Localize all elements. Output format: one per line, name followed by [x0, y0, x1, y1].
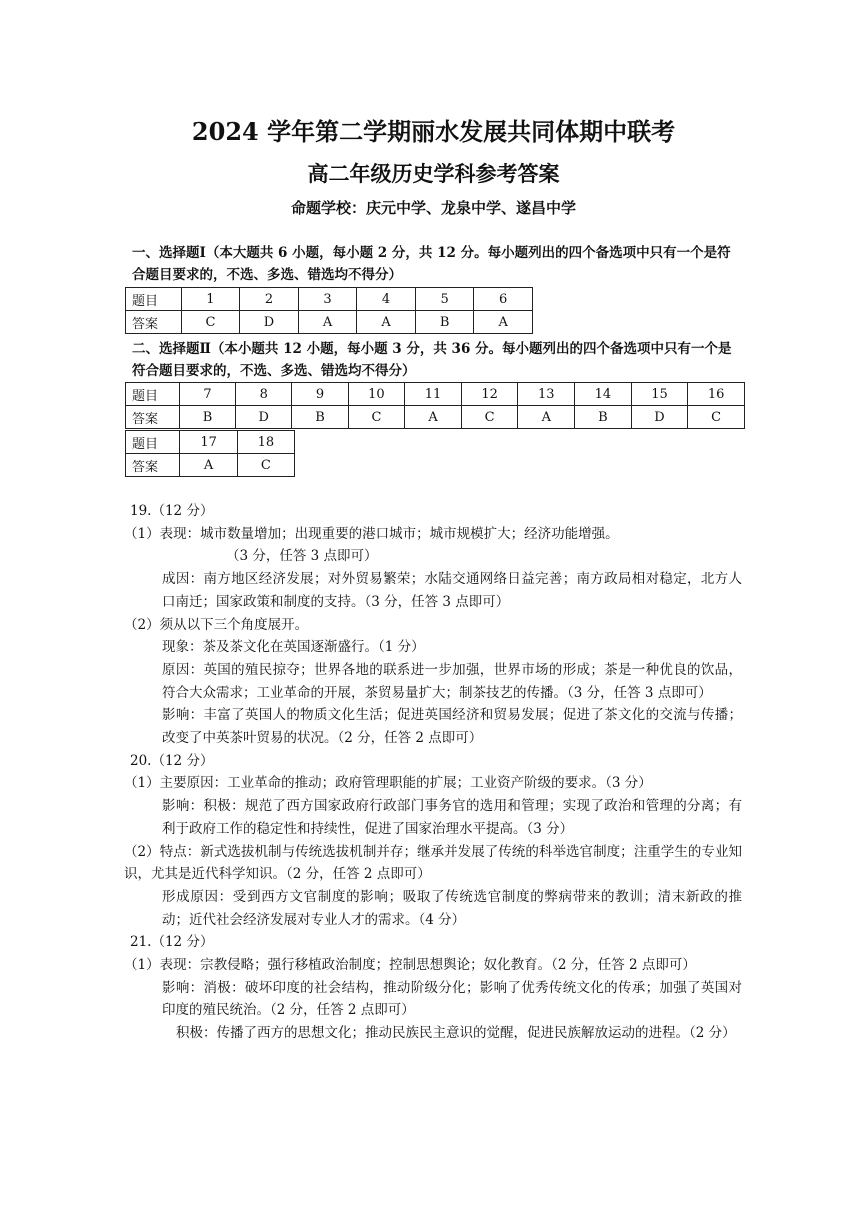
table-row-answers: [126, 406, 745, 429]
table-cell: 1: [181, 288, 240, 311]
table-cell: 10: [348, 383, 405, 406]
table-cell: 16: [688, 383, 745, 406]
row-label-question: 题目: [126, 383, 180, 406]
table-cell: D: [236, 406, 292, 429]
table-cell: 18: [237, 431, 294, 454]
row-label-question: 题目: [126, 431, 180, 454]
table-cell: 13: [518, 383, 575, 406]
q20-part2: （2）特点：新式选拔机制与传统选拔机制并存；继承并发展了传统的科举选官制度；注重学生的专业知识，尤其是近代科学知识。（2 分，任答 2 点即可）: [124, 843, 742, 883]
q19-part1-cause: 成因：南方地区经济发展；对外贸易繁荣；水陆交通网络日益完善；南方政局相对稳定，北方人口南迁；国家政策和制度的支持。（3 分，任答 3 点即可）: [162, 571, 742, 610]
q21-part1-negative: 影响：消极：破坏印度的社会结构，推动阶级分化；影响了优秀传统文化的传承；加强了英国对印度的殖民统治。（2 分，任答 2 点即可）: [162, 979, 742, 1019]
q19-part2-phenomenon: 现象：茶及茶文化在英国逐渐盛行。（1 分）: [162, 639, 425, 656]
table-cell: D: [240, 311, 299, 334]
q20-part1: （1）主要原因：工业革命的推动；政府管理职能的扩展；工业资产阶级的要求。（3 分）: [124, 775, 652, 792]
q20-part1-impact: 影响：积极：规范了西方国家政府行政部门事务官的选用和管理；实现了政治和管理的分离；有利于政府工作的稳定性和持续性，促进了国家治理水平提高。（3 分）: [162, 798, 742, 837]
q19-part1: （1）表现：城市数量增加；出现重要的港口城市；城市规模扩大；经济功能增强。: [124, 525, 619, 542]
row-label-question: 题目: [126, 288, 182, 311]
table-cell: C: [237, 454, 294, 477]
row-label-answer: 答案: [126, 454, 180, 477]
answer-table-section2: [125, 382, 745, 429]
table-row-questions: [126, 288, 533, 311]
table-cell: A: [180, 454, 237, 477]
page-title: 2024 学年第二学期丽水发展共同体期中联考: [191, 117, 676, 146]
table-row-answers: [126, 454, 295, 477]
table-cell: 8: [236, 383, 292, 406]
q21-heading: 21.（12 分）: [130, 934, 214, 951]
q19-heading: 19.（12 分）: [130, 503, 214, 519]
section2-heading: 二、选择题Ⅱ（本小题共 12 小题，每小题 3 分，共 36 分。每小题列出的四个备选项中只有一个是符合题目要求的，不选、多选、错选均不得分）: [132, 341, 732, 379]
table-cell: 15: [631, 383, 688, 406]
authoring-schools: 命题学校：庆元中学、龙泉中学、遂昌中学: [290, 199, 576, 217]
q19-part2-reason: 原因：英国的殖民掠夺；世界各地的联系进一步加强，世界市场的形成；茶是一种优良的饮品，符合大众需求；工业革命的开展，茶贸易量扩大；制茶技艺的传播。（3 分，任答 3 点即可）: [162, 661, 742, 701]
table-cell: A: [298, 311, 357, 334]
table-cell: B: [179, 406, 235, 429]
table-cell: C: [181, 311, 240, 334]
answer-table-section2-continued: [125, 430, 295, 477]
table-cell: A: [405, 406, 462, 429]
table-row-questions: [126, 383, 745, 406]
q21-part1: （1）表现：宗教侵略；强行移植政治制度；控制思想舆论；奴化教育。（2 分，任答 2 点即可）: [124, 957, 696, 974]
table-cell: C: [461, 406, 518, 429]
table-row-answers: [126, 311, 533, 334]
q20-part2-cause: 形成原因：受到西方文官制度的影响；吸取了传统选官制度的弊病带来的教训；清末新政的推动；近代社会经济发展对专业人才的需求。（4 分）: [162, 888, 742, 928]
row-label-answer: 答案: [126, 311, 182, 334]
table-cell: D: [631, 406, 688, 429]
table-cell: A: [518, 406, 575, 429]
table-cell: B: [575, 406, 632, 429]
table-cell: 2: [240, 288, 299, 311]
table-cell: 5: [415, 288, 474, 311]
table-cell: C: [348, 406, 405, 429]
row-label-answer: 答案: [126, 406, 180, 429]
table-cell: 14: [575, 383, 632, 406]
table-cell: A: [357, 311, 416, 334]
table-cell: 6: [474, 288, 533, 311]
page-subtitle: 高二年级历史学科参考答案: [307, 161, 560, 186]
table-cell: 3: [298, 288, 357, 311]
section1-heading: 一、选择题Ⅰ（本大题共 6 小题，每小题 2 分，共 12 分。每小题列出的四个备选项中只有一个是符合题目要求的，不选、多选、错选均不得分）: [132, 245, 731, 283]
table-cell: 12: [461, 383, 518, 406]
table-cell: A: [474, 311, 533, 334]
table-cell: C: [688, 406, 745, 429]
q21-part1-positive: 积极：传播了西方的思想文化；推动民族民主意识的觉醒，促进民族解放运动的进程。（2 分）: [176, 1025, 736, 1042]
table-cell: 11: [405, 383, 462, 406]
q19-part2: （2）须从以下三个角度展开。: [124, 616, 309, 633]
q19-part1-score: （3 分，任答 3 点即可）: [226, 548, 378, 565]
table-cell: 9: [292, 383, 348, 406]
answer-table-section1: [125, 287, 533, 334]
table-cell: B: [292, 406, 348, 429]
table-cell: 17: [180, 431, 237, 454]
table-row-questions: [126, 431, 295, 454]
free-response-answers: [124, 500, 742, 1045]
q20-heading: 20.（12 分）: [130, 752, 214, 769]
q19-part2-impact: 影响：丰富了英国人的物质文化生活；促进英国经济和贸易发展；促进了茶文化的交流与传播；改变了中英茶叶贸易的状况。（2 分，任答 2 点即可）: [162, 707, 742, 747]
table-cell: B: [415, 311, 474, 334]
table-cell: 7: [179, 383, 235, 406]
table-cell: 4: [357, 288, 416, 311]
